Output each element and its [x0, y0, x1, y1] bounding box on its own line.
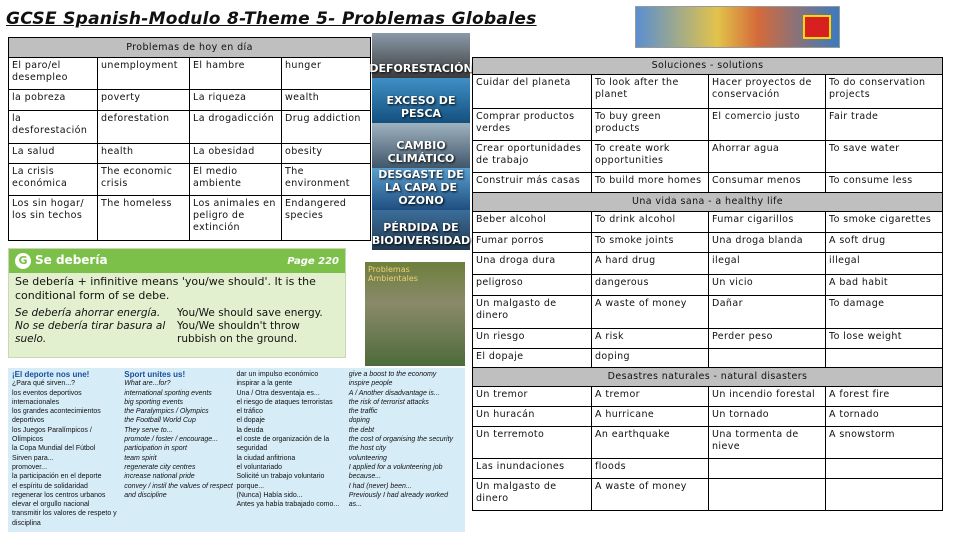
- table-cell: The economic crisis: [98, 164, 190, 196]
- table-row: [9, 111, 371, 144]
- sport-line: los grandes acontecimientos deportivos: [12, 408, 101, 425]
- table-cell: [709, 459, 826, 479]
- table-cell: To do conservation projects: [826, 75, 943, 109]
- sport-line: doping: [348, 417, 370, 425]
- table-cell: Los animales en peligro de extinción: [190, 196, 282, 241]
- table-row: [473, 141, 943, 173]
- table-cell: Un malgasto de dinero: [473, 296, 592, 329]
- example-en-2: You/We shouldn't throw rubbish on the ground.: [177, 320, 300, 345]
- table-cell: To lose weight: [826, 329, 943, 349]
- problemas-ambientales-image: Problemas Ambientales: [365, 262, 465, 366]
- table-cell: A waste of money: [592, 296, 709, 329]
- sport-line: elevar el orgullo nacional: [12, 501, 90, 509]
- sport-line: the traffic: [348, 408, 378, 416]
- table-cell: Consumar menos: [709, 173, 826, 193]
- table-cell: Una droga blanda: [709, 233, 826, 253]
- table-cell: A forest fire: [826, 387, 943, 407]
- table-cell: La crisis económica: [9, 164, 98, 196]
- table-row: [9, 164, 371, 196]
- example-en-1: You/We should save energy.: [177, 307, 323, 319]
- table-row: [9, 144, 371, 164]
- table-cell: To save water: [826, 141, 943, 173]
- table-cell: floods: [592, 459, 709, 479]
- sport-line: the cost of organising the security: [348, 436, 454, 444]
- table-cell: hunger: [282, 58, 371, 90]
- table-cell: Endangered species: [282, 196, 371, 241]
- table-cell: Dañar: [709, 296, 826, 329]
- table-cell: ilegal: [709, 253, 826, 275]
- table-cell: Crear oportunidades de trabajo: [473, 141, 592, 173]
- table-cell: The homeless: [98, 196, 190, 241]
- sport-line: increase national pride: [124, 473, 195, 481]
- table-cell: To drink alcohol: [592, 212, 709, 233]
- table-cell: Un terremoto: [473, 427, 592, 459]
- sport-line: give a boost to the economy: [348, 371, 437, 378]
- sport-line: (Nunca) Había sido...: [236, 491, 303, 499]
- table-cell: Cuidar del planeta: [473, 75, 592, 109]
- page-ref: Page 220: [287, 255, 339, 267]
- sport-line: Sport unites us!: [124, 370, 186, 379]
- table-cell: The environment: [282, 164, 371, 196]
- sport-line: A / Another disadvantage is...: [348, 389, 440, 397]
- sport-line: Una / Otra desventaja es...: [236, 389, 320, 397]
- table-cell: El dopaje: [473, 349, 592, 368]
- sport-column: [349, 370, 461, 530]
- sport-line: inspirar a la gente: [236, 380, 293, 388]
- sport-line: the host city: [348, 445, 387, 453]
- solutions-header: Soluciones - solutions: [473, 58, 943, 75]
- sport-line: international sporting events: [124, 389, 212, 397]
- sport-line: Previously I had already worked as...: [348, 491, 448, 509]
- grammar-intro: Se debería + infinitive means 'you/we should'. It is the conditional form of se debe.: [15, 275, 316, 302]
- table-cell: A tremor: [592, 387, 709, 407]
- healthy-life-header: Una vida sana - a healthy life: [473, 193, 943, 212]
- sport-line: What are...for?: [124, 380, 171, 388]
- table-cell: Fair trade: [826, 109, 943, 141]
- table-cell: La drogadicción: [190, 111, 282, 144]
- sport-line: la deuda: [236, 426, 264, 434]
- table-cell: El medio ambiente: [190, 164, 282, 196]
- table-row: [473, 479, 943, 511]
- climate-change-image: CAMBIO CLIMÁTICO: [372, 123, 470, 168]
- sport-line: promote / foster / encourage...: [124, 436, 219, 444]
- sport-vocab-box: [8, 368, 465, 532]
- table-cell: A hard drug: [592, 253, 709, 275]
- deforestation-image: DEFORESTACIÓN: [372, 33, 470, 78]
- table-cell: doping: [592, 349, 709, 368]
- example-es-1: Se debería ahorrar energía.: [15, 307, 161, 319]
- table-cell: Comprar productos verdes: [473, 109, 592, 141]
- grammar-title: Se debería: [35, 253, 108, 267]
- sport-line: the Football World Cup: [124, 417, 196, 425]
- table-cell: health: [98, 144, 190, 164]
- sport-line: el coste de organización de la seguridad: [236, 436, 330, 453]
- table-cell: To build more homes: [592, 173, 709, 193]
- table-cell: Ahorrar agua: [709, 141, 826, 173]
- sport-line: el espíritu de solidaridad: [12, 482, 88, 490]
- table-cell: A bad habit: [826, 275, 943, 296]
- table-cell: Hacer proyectos de conservación: [709, 75, 826, 109]
- sport-line: participation in sport: [124, 445, 187, 453]
- vocab-table-right: [472, 57, 943, 511]
- table-cell: wealth: [282, 90, 371, 111]
- sport-line: volunteering: [348, 454, 387, 462]
- table-row: [473, 387, 943, 407]
- sport-line: I applied for a volunteering job because...: [348, 463, 443, 481]
- flag-image: [635, 6, 840, 48]
- table-cell: A risk: [592, 329, 709, 349]
- sport-line: dar un impulso económico: [236, 371, 319, 378]
- table-cell: Fumar cigarillos: [709, 212, 826, 233]
- sport-line: ¿Para qué sirven...?: [12, 380, 76, 388]
- table-cell: Las inundaciones: [473, 459, 592, 479]
- table-cell: Un huracán: [473, 407, 592, 427]
- table-cell: An earthquake: [592, 427, 709, 459]
- sport-line: Sirven para...: [12, 454, 54, 462]
- table-cell: El hambre: [190, 58, 282, 90]
- disasters-header: Desastres naturales - natural disasters: [473, 368, 943, 387]
- problems-table: [8, 37, 371, 241]
- sport-line: the debt: [348, 426, 375, 434]
- sport-line: los eventos deportivos internacionales: [12, 389, 82, 406]
- sport-line: transmitir los valores de respeto y disciplina: [12, 510, 117, 527]
- sport-line: big sporting events: [124, 398, 184, 406]
- table-cell: Una tormenta de nieve: [709, 427, 826, 459]
- table-cell: To create work opportunities: [592, 141, 709, 173]
- table-cell: [826, 479, 943, 511]
- table-cell: A tornado: [826, 407, 943, 427]
- table-cell: Construir más casas: [473, 173, 592, 193]
- sport-line: regenerar los centros urbanos: [12, 491, 106, 499]
- table-cell: [826, 459, 943, 479]
- table-row: [473, 407, 943, 427]
- table-row: [473, 233, 943, 253]
- sport-line: regenerate city centres: [124, 463, 196, 471]
- table-row: [473, 459, 943, 479]
- table-row: [473, 349, 943, 368]
- sport-line: los Juegos Paralímpicos / Olímpicos: [12, 426, 92, 444]
- sport-line: inspire people: [348, 380, 393, 388]
- table-cell: peligroso: [473, 275, 592, 296]
- table-row: [473, 275, 943, 296]
- table-cell: Una droga dura: [473, 253, 592, 275]
- table-cell: La salud: [9, 144, 98, 164]
- sport-line: promover...: [12, 463, 48, 471]
- table-cell: [709, 349, 826, 368]
- table-row: [473, 75, 943, 109]
- sport-line: la participación en el deporte: [12, 473, 102, 481]
- table-row: [473, 253, 943, 275]
- table-row: [473, 427, 943, 459]
- table-cell: To look after the planet: [592, 75, 709, 109]
- table-row: [473, 296, 943, 329]
- table-cell: A snowstorm: [826, 427, 943, 459]
- table-cell: La obesidad: [190, 144, 282, 164]
- table-cell: obesity: [282, 144, 371, 164]
- sport-column: [237, 370, 349, 530]
- table-row: [473, 109, 943, 141]
- table-cell: deforestation: [98, 111, 190, 144]
- sport-column: [12, 370, 124, 530]
- page-title: GCSE Spanish-Modulo 8-Theme 5- Problemas Globales: [6, 9, 537, 29]
- table-cell: Un vicio: [709, 275, 826, 296]
- sport-line: Antes ya había trabajado como...: [236, 501, 340, 509]
- table-row: [473, 212, 943, 233]
- sport-line: el voluntariado: [236, 463, 283, 471]
- sport-line: el riesgo de ataques terroristas: [236, 398, 333, 406]
- table-cell: [709, 479, 826, 511]
- sport-line: the risk of terrorist attacks: [348, 398, 429, 406]
- table-cell: To consume less: [826, 173, 943, 193]
- sport-line: Solicité un trabajo voluntario porque...: [236, 473, 325, 490]
- sport-line: el tráfico: [236, 408, 263, 416]
- table-cell: El comercio justo: [709, 109, 826, 141]
- table-cell: To smoke cigarettes: [826, 212, 943, 233]
- table-cell: la pobreza: [9, 90, 98, 111]
- table-cell: To damage: [826, 296, 943, 329]
- sport-line: el dopaje: [236, 417, 265, 425]
- overfishing-image: EXCESO DE PESCA: [372, 78, 470, 123]
- table-cell: Un tornado: [709, 407, 826, 427]
- example-es-2: No se debería tirar basura al suelo.: [15, 320, 166, 345]
- table-cell: poverty: [98, 90, 190, 111]
- table-cell: A hurricane: [592, 407, 709, 427]
- grammar-icon: G: [15, 253, 31, 269]
- table-cell: A soft drug: [826, 233, 943, 253]
- sport-line: convey / instil the values of respect and discipline: [124, 482, 233, 499]
- table-cell: Fumar porros: [473, 233, 592, 253]
- table-cell: [826, 349, 943, 368]
- table-cell: Beber alcohol: [473, 212, 592, 233]
- table-cell: la desforestación: [9, 111, 98, 144]
- sport-line: la ciudad anfitriona: [236, 454, 296, 462]
- table-cell: To smoke joints: [592, 233, 709, 253]
- sport-line: They serve to...: [124, 426, 173, 434]
- ozone-image: DESGASTE DE LA CAPA DE OZONO: [372, 168, 470, 210]
- biodiversity-image: PÉRDIDA DE BIODIVERSIDAD: [372, 210, 470, 250]
- grammar-box: [8, 248, 346, 358]
- table-cell: dangerous: [592, 275, 709, 296]
- table-cell: El paro/el desempleo: [9, 58, 98, 90]
- table-cell: La riqueza: [190, 90, 282, 111]
- table-cell: illegal: [826, 253, 943, 275]
- problems-header: Problemas de hoy en día: [9, 38, 371, 58]
- table-row: [9, 90, 371, 111]
- table-cell: To buy green products: [592, 109, 709, 141]
- table-cell: Drug addiction: [282, 111, 371, 144]
- sport-line: la Copa Mundial del Fútbol: [12, 445, 96, 453]
- table-cell: unemployment: [98, 58, 190, 90]
- table-cell: Los sin hogar/ los sin techos: [9, 196, 98, 241]
- table-row: [473, 173, 943, 193]
- table-row: [9, 58, 371, 90]
- table-cell: Un incendio forestal: [709, 387, 826, 407]
- table-cell: A waste of money: [592, 479, 709, 511]
- sport-line: the Paralympics / Olympics: [124, 408, 209, 416]
- table-cell: Un riesgo: [473, 329, 592, 349]
- table-cell: Un tremor: [473, 387, 592, 407]
- sport-column: [124, 370, 236, 530]
- table-cell: Un malgasto de dinero: [473, 479, 592, 511]
- sport-line: team spirit: [124, 454, 157, 462]
- table-row: [9, 196, 371, 241]
- sport-line: I had (never) been...: [348, 482, 412, 490]
- table-cell: Perder peso: [709, 329, 826, 349]
- sport-line: ¡El deporte nos une!: [12, 370, 90, 379]
- table-row: [473, 329, 943, 349]
